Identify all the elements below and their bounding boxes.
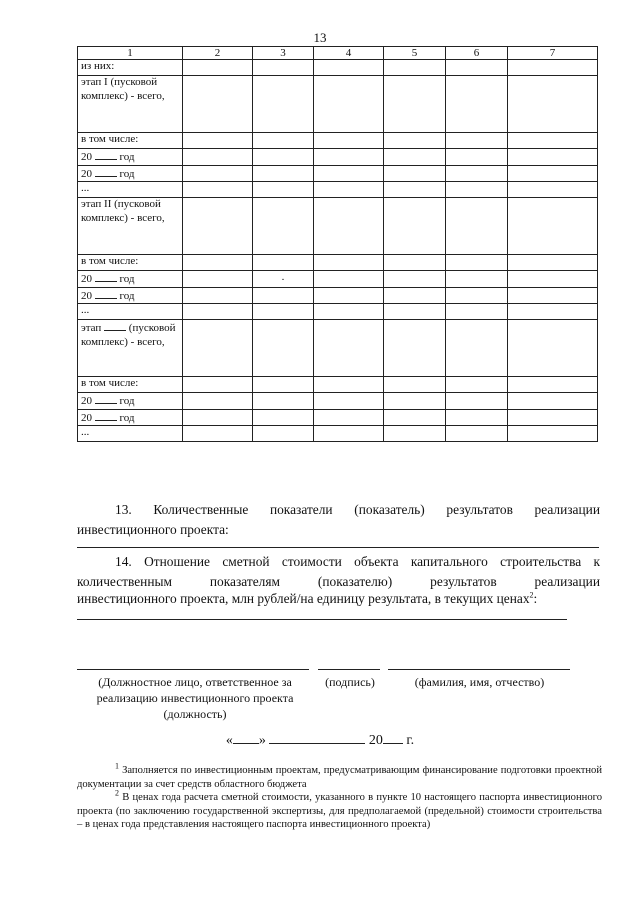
header-cell: 6 bbox=[446, 47, 508, 60]
row-label: в том числе: bbox=[78, 255, 183, 271]
row-label: ... bbox=[78, 182, 183, 198]
item14-line3 bbox=[77, 589, 600, 609]
row-label: этап (пусковой комплекс) - всего, bbox=[78, 320, 183, 377]
table-row bbox=[78, 76, 598, 133]
row-label: ... bbox=[78, 426, 183, 442]
header-cell: 3 bbox=[253, 47, 314, 60]
footnote-2 bbox=[77, 788, 602, 832]
table-row bbox=[78, 393, 598, 410]
item14-line1: 14. Отношение сметной стоимости объекта капитального строительства к bbox=[115, 554, 600, 569]
item13-line1: 13. Количественные показатели (показатель) результатов реализации bbox=[115, 502, 600, 517]
date-line bbox=[0, 731, 640, 749]
item13-line2: инвестиционного проекта: bbox=[77, 522, 229, 537]
item13-fill-line bbox=[77, 547, 599, 548]
table-row bbox=[78, 255, 598, 271]
official-position-caption: (Должностное лицо, ответственное за реализацию инвестиционного проекта (должность) bbox=[96, 675, 294, 721]
investment-stages-table bbox=[77, 46, 598, 442]
row-label: 20 год bbox=[78, 165, 183, 182]
footnote-1 bbox=[77, 761, 603, 791]
year-suffix: г. bbox=[406, 733, 415, 748]
item14-fill-line bbox=[77, 619, 567, 620]
row-label: 20 год bbox=[78, 409, 183, 426]
date-open-quote: « bbox=[225, 733, 233, 748]
table-row bbox=[78, 165, 598, 182]
footnote-ref: 2 bbox=[529, 590, 534, 600]
row-label: ... bbox=[78, 304, 183, 320]
year-prefix: 20 bbox=[368, 733, 383, 748]
row-label: 20 год bbox=[78, 393, 183, 410]
header-cell: 1 bbox=[78, 47, 183, 60]
year-blank bbox=[383, 731, 403, 744]
footnote-mark: 2 bbox=[115, 788, 119, 798]
table-row bbox=[78, 304, 598, 320]
row-label: в том числе: bbox=[78, 133, 183, 149]
table-row bbox=[78, 320, 598, 377]
table-row bbox=[78, 409, 598, 426]
item14-line2: количественным показателям (показателю) результатов реализации bbox=[77, 574, 600, 589]
table-row bbox=[78, 60, 598, 76]
fullname-caption: (фамилия, имя, отчество) bbox=[414, 675, 545, 689]
table-row bbox=[78, 271, 598, 288]
table-header-row bbox=[78, 47, 598, 60]
footnote-mark: 1 bbox=[115, 761, 119, 771]
table-row bbox=[78, 149, 598, 166]
stray-mark: . bbox=[281, 271, 285, 283]
header-cell: 5 bbox=[384, 47, 446, 60]
row-label: этап I (пусковой комплекс) - всего, bbox=[78, 76, 183, 133]
month-blank bbox=[269, 731, 365, 744]
table-row bbox=[78, 133, 598, 149]
signature-caption: (подпись) bbox=[325, 675, 375, 689]
row-label: 20 год bbox=[78, 149, 183, 166]
date-close-quote: » bbox=[258, 733, 266, 748]
official-signature-line bbox=[77, 669, 309, 670]
header-cell: 2 bbox=[183, 47, 253, 60]
footnote-text: В ценах года расчета сметной стоимости, указанного в пункте 10 настоящего паспорта инвестиционного проекта (по заключению государственной экспертизы, для предполагаемой (предельной) стоимости строительства – в ценах года представления настоящего паспорта инвестиционного проекта) bbox=[77, 792, 602, 830]
header-cell: 4 bbox=[314, 47, 384, 60]
table-row bbox=[78, 287, 598, 304]
day-blank bbox=[233, 731, 259, 744]
item14-line3-end: : bbox=[533, 591, 538, 606]
footnote-text: Заполняется по инвестиционным проектам, предусматривающим финансирование подготовки проектной документации за счет средств областного бюджета bbox=[77, 765, 603, 790]
stray-mark-cell bbox=[253, 271, 314, 288]
row-label: 20 год bbox=[78, 271, 183, 288]
table-row bbox=[78, 377, 598, 393]
table-row bbox=[78, 198, 598, 255]
row-label: в том числе: bbox=[78, 377, 183, 393]
signature-line bbox=[318, 669, 380, 670]
item14-line3-text: инвестиционного проекта, млн рублей/на единицу результата, в текущих ценах bbox=[77, 591, 530, 606]
page-number: 13 bbox=[313, 30, 327, 45]
row-label: из них: bbox=[78, 60, 183, 76]
row-label: этап II (пусковой комплекс) - всего, bbox=[78, 198, 183, 255]
table-row bbox=[78, 426, 598, 442]
header-cell: 7 bbox=[508, 47, 598, 60]
fullname-line bbox=[388, 669, 570, 670]
table-row bbox=[78, 182, 598, 198]
row-label: 20 год bbox=[78, 287, 183, 304]
